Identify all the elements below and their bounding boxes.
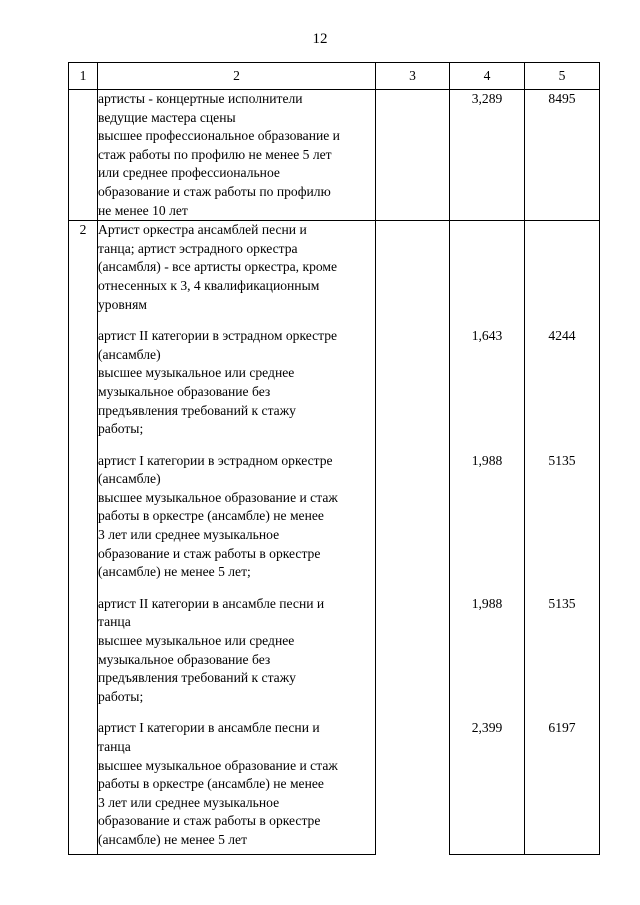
item-3-line: высшее музыкальное или среднее bbox=[98, 633, 295, 649]
row-1-line: ведущие мастера сцены bbox=[98, 109, 236, 125]
item-2-line: артист I категории в эстрадном оркестре bbox=[98, 452, 333, 468]
row-2-item-1-salary: 4244 bbox=[525, 327, 600, 452]
item-1-line: музыкальное образование без bbox=[98, 383, 271, 399]
table-row-2-item-4 bbox=[69, 719, 600, 854]
item-2-line: 3 лет или среднее музыкальное bbox=[98, 527, 280, 543]
row-2-item-4-salary: 6197 bbox=[525, 719, 600, 854]
row-2-intro-line: отнесенных к 3, 4 квалификационным bbox=[98, 277, 320, 293]
row-2-item-4-coefficient: 2,399 bbox=[450, 719, 525, 854]
header-col-5: 5 bbox=[525, 63, 600, 90]
row-1-number bbox=[69, 90, 98, 221]
row-2-item-3-salary: 5135 bbox=[525, 595, 600, 720]
row-2-item-2-coefficient: 1,988 bbox=[450, 452, 525, 595]
row-2-intro-line: уровням bbox=[98, 296, 147, 312]
row-1-line: артисты - концертные исполнители bbox=[98, 91, 303, 106]
row-2-intro-line: Артист оркестра ансамблей песни и bbox=[98, 222, 307, 238]
item-2-line: высшее музыкальное образование и стаж bbox=[98, 489, 338, 505]
item-1-line: работы; bbox=[98, 421, 144, 437]
header-col-4: 4 bbox=[450, 63, 525, 90]
row-2-item-2-salary: 5135 bbox=[525, 452, 600, 595]
row-2-item-1-description bbox=[98, 327, 376, 452]
row-2-item-2-description bbox=[98, 452, 376, 595]
row-1-line: стаж работы по профилю не менее 5 лет bbox=[98, 146, 332, 162]
item-1-line: (ансамбле) bbox=[98, 346, 161, 362]
item-4-line: артист I категории в ансамбле песни и bbox=[98, 720, 320, 736]
salary-table bbox=[68, 62, 600, 855]
item-3-line: работы; bbox=[98, 688, 144, 704]
row-1-col-3 bbox=[376, 90, 450, 221]
item-4-line: работы в оркестре (ансамбле) не менее bbox=[98, 776, 324, 792]
item-2-line: (ансамбле) не менее 5 лет; bbox=[98, 564, 251, 580]
row-2-number: 2 bbox=[69, 221, 98, 854]
item-1-line: предъявления требований к стажу bbox=[98, 402, 296, 418]
page-number: 12 bbox=[312, 31, 328, 47]
row-2-intro-col-5 bbox=[525, 221, 600, 327]
item-3-line: танца bbox=[98, 614, 131, 630]
header-col-2: 2 bbox=[98, 63, 376, 90]
item-4-line: высшее музыкальное образование и стаж bbox=[98, 757, 338, 773]
header-col-3: 3 bbox=[376, 63, 450, 90]
item-2-line: работы в оркестре (ансамбле) не менее bbox=[98, 508, 324, 524]
item-4-line: (ансамбле) не менее 5 лет bbox=[98, 831, 248, 847]
row-2-item-4-description bbox=[98, 719, 376, 854]
table-row-2-intro bbox=[69, 221, 600, 327]
row-2-intro-line: танца; артист эстрадного оркестра bbox=[98, 240, 298, 256]
row-1-line: или среднее профессиональное bbox=[98, 165, 280, 181]
item-1-line: артист II категории в эстрадном оркестре bbox=[98, 328, 338, 344]
item-4-line: образование и стаж работы в оркестре bbox=[98, 813, 321, 829]
table-header-row bbox=[69, 63, 600, 90]
row-1-line: не менее 10 лет bbox=[98, 202, 188, 218]
table-row-2-item-2 bbox=[69, 452, 600, 595]
table-row-2-item-3 bbox=[69, 595, 600, 720]
row-1-description bbox=[98, 90, 376, 221]
row-2-col-3 bbox=[376, 221, 450, 854]
row-2-intro-line: (ансамбля) - все артисты оркестра, кроме bbox=[98, 259, 338, 275]
item-1-line: высшее музыкальное или среднее bbox=[98, 365, 295, 381]
row-1-line: высшее профессиональное образование и bbox=[98, 128, 340, 144]
item-3-line: артист II категории в ансамбле песни и bbox=[98, 595, 325, 611]
row-1-line: образование и стаж работы по профилю bbox=[98, 183, 331, 199]
header-col-1: 1 bbox=[69, 63, 98, 90]
item-3-line: предъявления требований к стажу bbox=[98, 670, 296, 686]
table-row-1 bbox=[69, 90, 600, 221]
item-4-line: 3 лет или среднее музыкальное bbox=[98, 794, 280, 810]
row-2-item-3-description bbox=[98, 595, 376, 720]
item-3-line: музыкальное образование без bbox=[98, 651, 271, 667]
item-4-line: танца bbox=[98, 739, 131, 754]
row-1-coefficient: 3,289 bbox=[450, 90, 525, 221]
row-2-intro-col-4 bbox=[450, 221, 525, 327]
row-2-item-3-coefficient: 1,988 bbox=[450, 595, 525, 720]
table-row-2-item-1 bbox=[69, 327, 600, 452]
row-1-salary: 8495 bbox=[525, 90, 600, 221]
item-2-line: образование и стаж работы в оркестре bbox=[98, 545, 321, 561]
row-2-item-1-coefficient: 1,643 bbox=[450, 327, 525, 452]
row-2-intro bbox=[98, 221, 376, 327]
item-2-line: (ансамбле) bbox=[98, 471, 161, 487]
